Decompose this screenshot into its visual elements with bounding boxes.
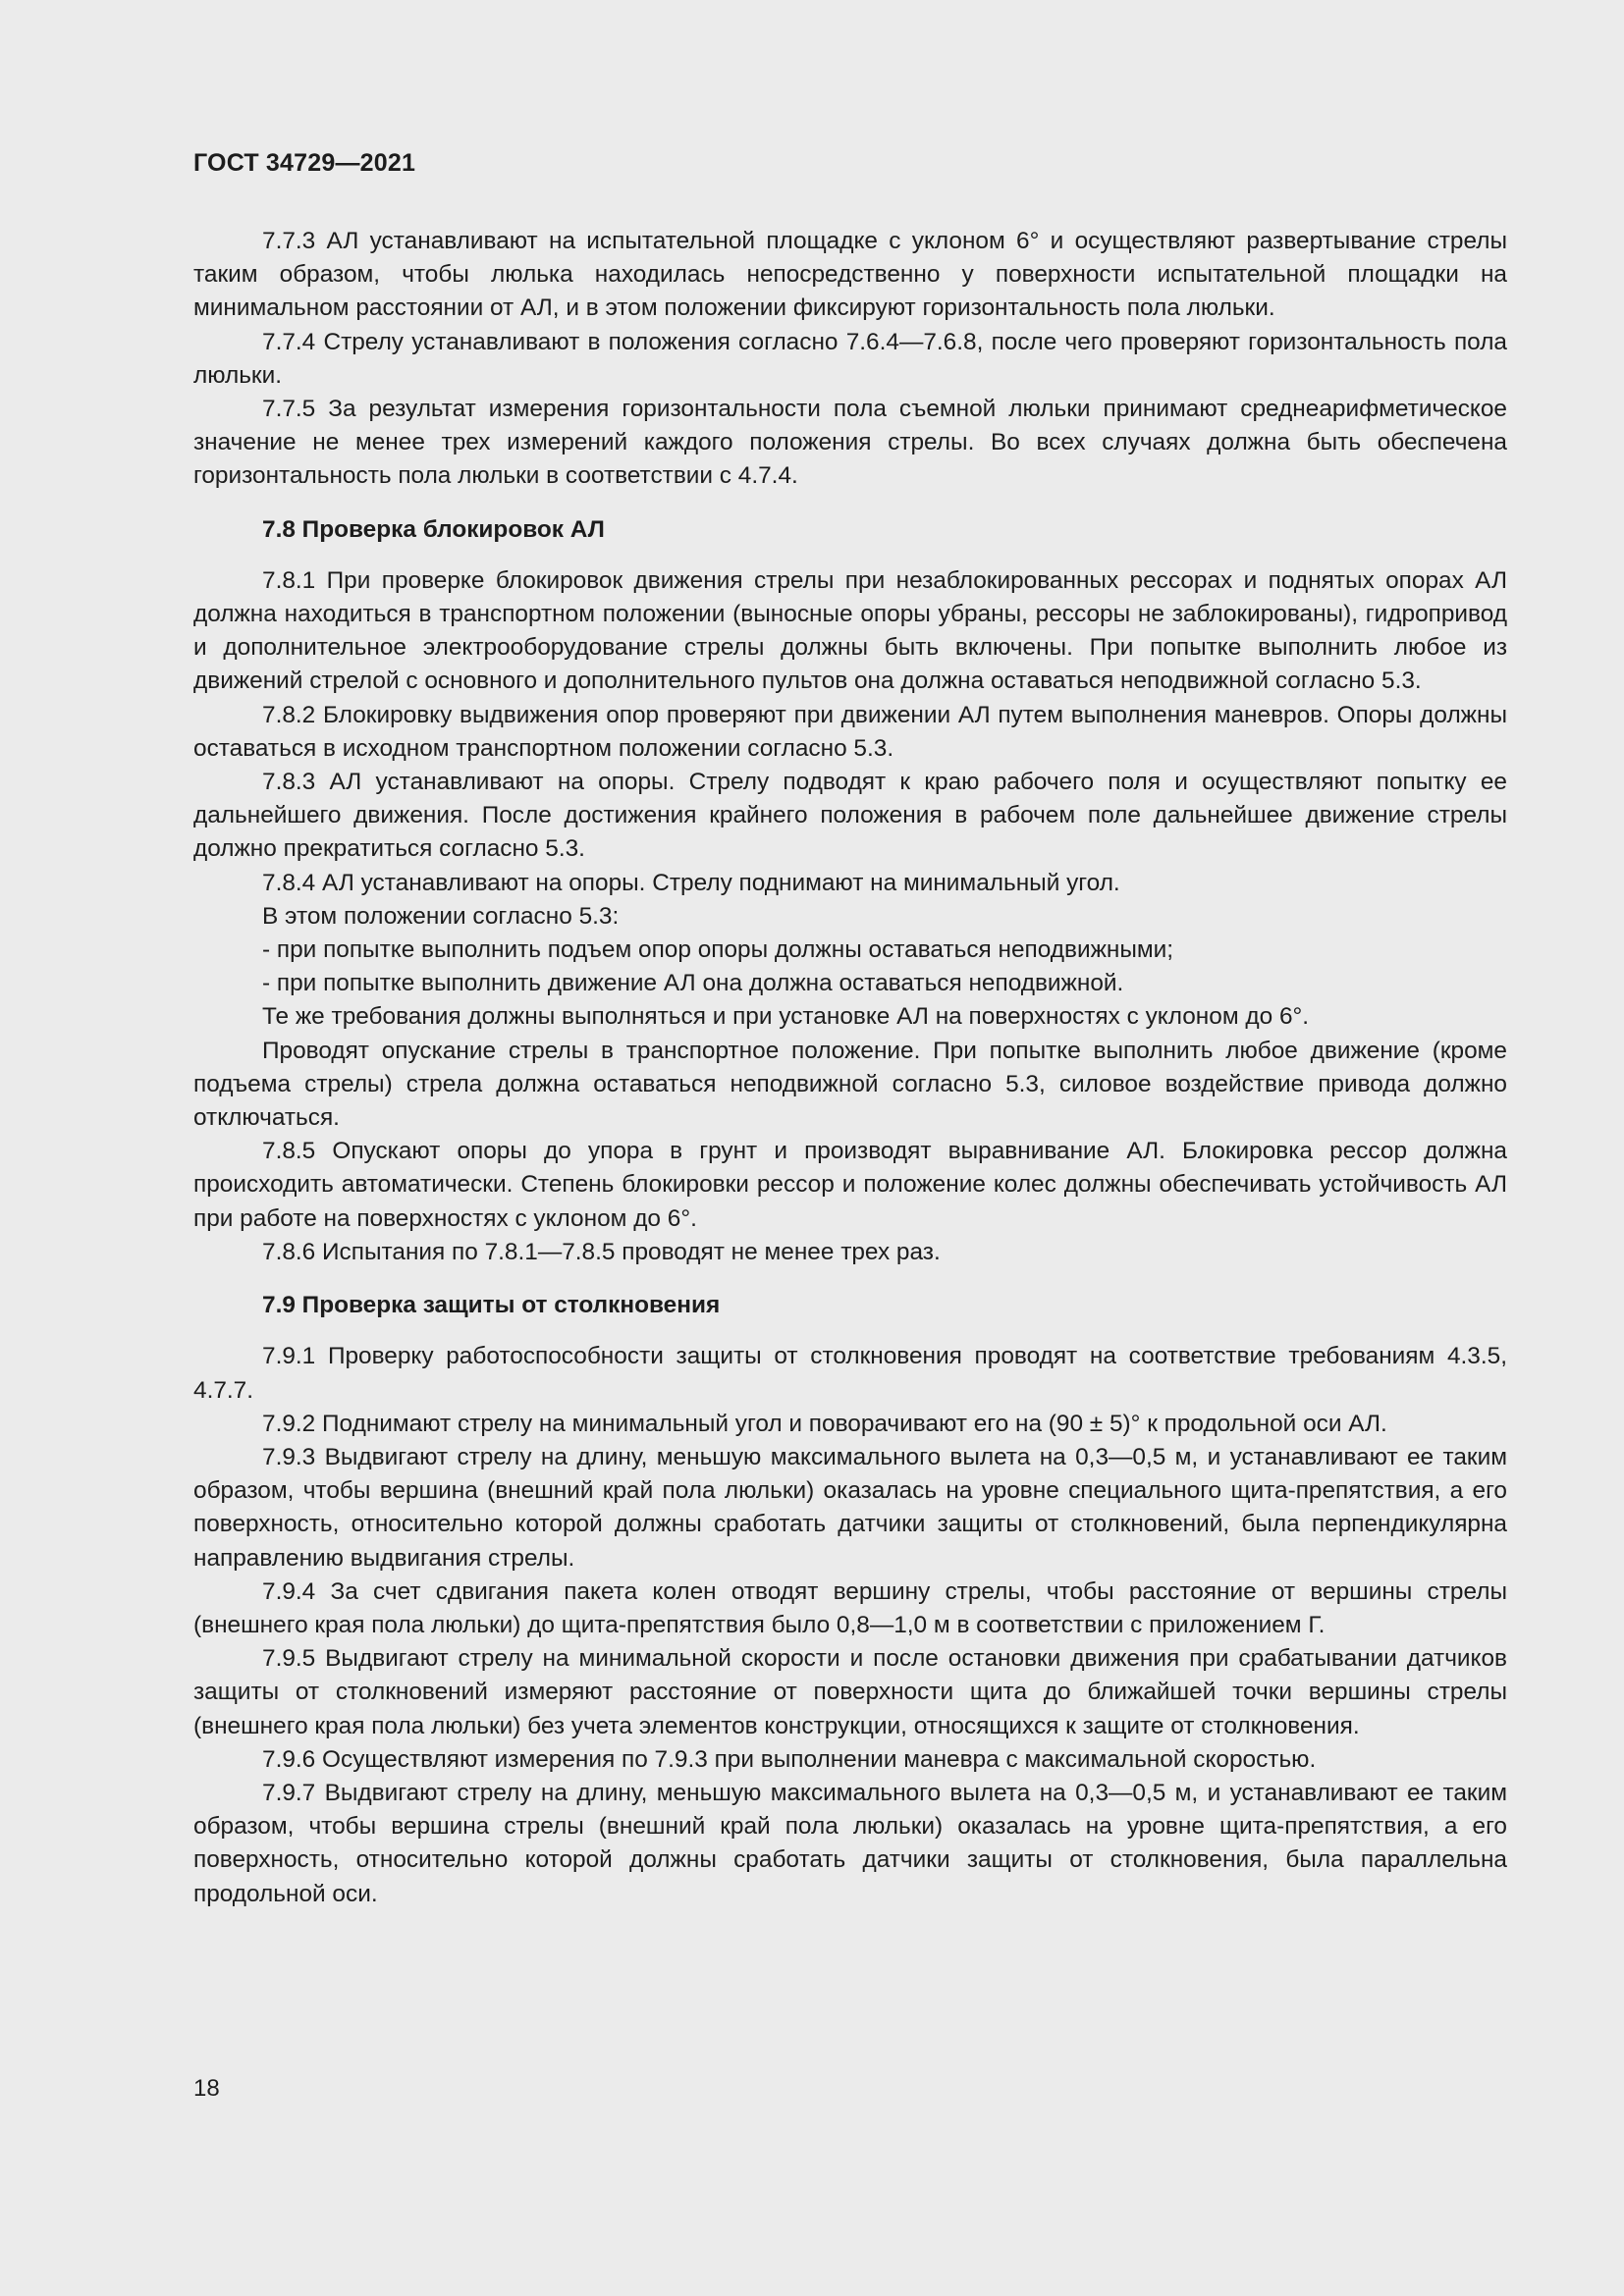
document-body: [193, 225, 1507, 1911]
paragraph-7-9-4: 7.9.4 За счет сдвигания пакета колен отводят вершину стрелы, чтобы расстояние от вершины стрелы (внешнего края пола люльки) до щита-препятствия было 0,8—1,0 м в соответствии с приложением Г.: [193, 1577, 1507, 1638]
page-number: 18: [193, 2075, 220, 2102]
section-heading-7-9: 7.9 Проверка защиты от столкновения: [262, 1292, 721, 1319]
section-heading-7-8: 7.8 Проверка блокировок АЛ: [262, 515, 605, 543]
paragraph-7-7-5: 7.7.5 За результат измерения горизонтальности пола съемной люльки принимают среднеарифметическое значение не менее трех измерений каждого положения стрелы. Во всех случаях должна быть обеспечена горизонтальность пола люльки в соответствии с 4.7.4.: [193, 396, 1507, 490]
paragraph-7-9-1: 7.9.1 Проверку работоспособности защиты от столкновения проводят на соответствие требованиям 4.3.5, 4.7.7.: [193, 1343, 1507, 1404]
paragraph-7-8-5: 7.8.5 Опускают опоры до упора в грунт и производят выравнивание АЛ. Блокировка рессор должна происходить автоматически. Степень блокировки рессор и положение колес должны обеспечивать устойчивость АЛ при работе на поверхностях с уклоном до 6°.: [193, 1138, 1507, 1232]
paragraph-7-9-2: 7.9.2 Поднимают стрелу на минимальный угол и поворачивают его на (90 ± 5)° к продольной оси АЛ.: [262, 1410, 1387, 1437]
paragraph-7-9-3: 7.9.3 Выдвигают стрелу на длину, меньшую максимального вылета на 0,3—0,5 м, и устанавливают ее таким образом, чтобы вершина (внешний край пола люльки) оказалась на уровне специального щита-препятствия, а его поверхность, относительно которой должны сработать датчики защиты от столкновений, была перпендикулярна направлению выдвигания стрелы.: [193, 1443, 1507, 1572]
paragraph-7-8-6: 7.8.6 Испытания по 7.8.1—7.8.5 проводят не менее трех раз.: [262, 1238, 941, 1265]
paragraph-7-8-3: 7.8.3 АЛ устанавливают на опоры. Стрелу подводят к краю рабочего поля и осуществляют попытку ее дальнейшего движения. После достижения крайнего положения в рабочем поле дальнейшее движение стрелы должно прекратиться согласно 5.3.: [193, 769, 1507, 863]
list-item-lift-supports: - при попытке выполнить подъем опор опоры должны оставаться неподвижными;: [262, 936, 1174, 964]
paragraph-7-9-5: 7.9.5 Выдвигают стрелу на минимальной скорости и после остановки движения при срабатывании датчиков защиты от столкновений измеряют расстояние от поверхности щита до ближайшей точки вершины стрелы (внешнего края пола люльки) без учета элементов конструкции, относящихся к защите от столкновения.: [193, 1645, 1507, 1739]
paragraph-7-8-4-slope: Те же требования должны выполняться и при установке АЛ на поверхностях с уклоном до 6°.: [262, 1003, 1310, 1031]
paragraph-7-8-4-intro: В этом положении согласно 5.3:: [262, 902, 620, 930]
paragraph-7-9-6: 7.9.6 Осуществляют измерения по 7.9.3 при выполнении маневра с максимальной скоростью.: [262, 1745, 1317, 1773]
list-item-move-vehicle: - при попытке выполнить движение АЛ она должна оставаться неподвижной.: [262, 970, 1124, 997]
document-header-title: ГОСТ 34729—2021: [193, 149, 416, 177]
paragraph-7-8-1: 7.8.1 При проверке блокировок движения стрелы при незаблокированных рессорах и поднятых опорах АЛ должна находиться в транспортном положении (выносные опоры убраны, рессоры не заблокированы), гидропривод и дополнительное электрооборудование стрелы должны быть включены. При попытке выполнить любое из движений стрелой с основного и дополнительного пультов она должна оставаться неподвижной согласно 5.3.: [193, 566, 1507, 695]
paragraph-7-9-7: 7.9.7 Выдвигают стрелу на длину, меньшую максимального вылета на 0,3—0,5 м, и устанавливают ее таким образом, чтобы вершина стрелы (внешний край пола люльки) оказалась на уровне щита-препятствия, а его поверхность, относительно которой должны сработать датчики защиты от столкновения, была параллельна продольной оси.: [193, 1779, 1507, 1907]
paragraph-7-7-4: 7.7.4 Стрелу устанавливают в положения согласно 7.6.4—7.6.8, после чего проверяют горизонтальность пола люльки.: [193, 328, 1507, 389]
paragraph-7-7-3: 7.7.3 АЛ устанавливают на испытательной площадке с уклоном 6° и осуществляют развертывание стрелы таким образом, чтобы люлька находилась непосредственно у поверхности испытательной площадки на минимальном расстоянии от АЛ, и в этом положении фиксируют горизонтальность пола люльки.: [193, 228, 1507, 322]
paragraph-7-8-4-lowering: Проводят опускание стрелы в транспортное положение. При попытке выполнить любое движение (кроме подъема стрелы) стрела должна оставаться неподвижной согласно 5.3, силовое воздействие привода должно отключаться.: [193, 1037, 1507, 1132]
paragraph-7-8-4: 7.8.4 АЛ устанавливают на опоры. Стрелу поднимают на минимальный угол.: [262, 869, 1120, 896]
paragraph-7-8-2: 7.8.2 Блокировку выдвижения опор проверяют при движении АЛ путем выполнения маневров. Опоры должны оставаться в исходном транспортном положении согласно 5.3.: [193, 701, 1507, 762]
